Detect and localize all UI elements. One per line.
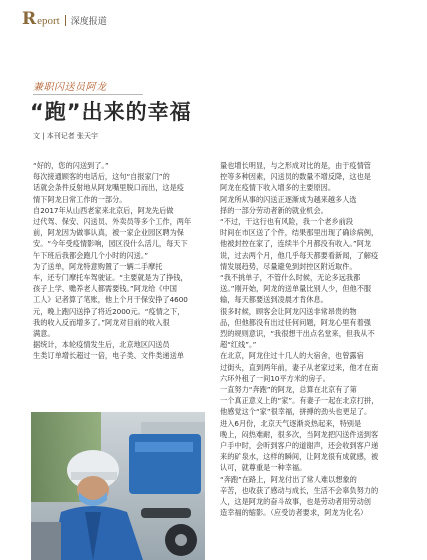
left-column <box>33 160 191 362</box>
text-line: 过街头，直到两年前，妻子从老家过来，他才在南 <box>220 362 379 372</box>
text-line: 据统计，本轮疫情发生后，北京地区闪送员 <box>33 340 170 350</box>
text-line: 一个真正意义上的“家”。有妻子一起在北京打拼， <box>220 396 379 406</box>
text-line: 辛苦，也收获了感动与成长，生活不会辜负努力的 <box>220 485 379 495</box>
article-title: “跑”出来的幸福 <box>30 100 192 124</box>
section-initial: R <box>22 9 37 29</box>
text-line: 量也增长明显，与之形成对比的是，由于疫情管 <box>220 161 371 170</box>
text-line: 控等多种因素，闪送员的数量不增反降，这也是 <box>220 172 371 182</box>
text-line: 晚上，闷热难耐，很多次，当阿龙把闪送件送到客 <box>220 429 379 439</box>
text-line: 车，还专门摩托车驾驶证。“主要就是为了挣钱， <box>33 273 188 283</box>
text-line: 超“红线”。” <box>220 340 257 350</box>
text-line: 他被封控在家了，连续半个月都没有收入。”阿龙 <box>220 239 372 249</box>
text-line: 满意。 <box>33 329 55 339</box>
text-line: 为了送单，阿龙特意购置了一辆二手摩托 <box>33 261 163 271</box>
text-line: 午下班后我都会跑几个小时的闪送。” <box>33 250 149 260</box>
section-label: 深度报道 <box>70 17 107 27</box>
text-line: 择的一部分劳动者新的就业机会。 <box>220 205 328 215</box>
text-line: 品，但他都没有出过任何问题，阿龙心里有着强 <box>220 317 371 327</box>
courier-photo-illustration <box>31 412 205 560</box>
text-line: 自2017年从山西老家来北京后，阿龙先后做 <box>33 205 174 215</box>
text-line: 安。“今年受疫情影响，园区没什么活儿，每天下 <box>33 239 188 249</box>
text-line: 人，这是阿龙的奋斗故事，也是劳动者用劳动创 <box>220 497 371 507</box>
text-line: 造幸福的缩影。（应受访者要求，阿龙为化名） <box>220 508 368 518</box>
text-line: 在北京，阿龙住过十几人的大宿舍，也曾露宿 <box>220 351 364 361</box>
text-line: “不过，干这行也有风险，我一个老乡前段 <box>220 217 354 227</box>
text-line: 情发展趋势，尽量避免到封控区附近取件。 <box>220 261 357 271</box>
text-line: 元，晚上跑闪送挣了将近2000元。“疫情之下， <box>33 306 185 316</box>
section-name: eport <box>37 14 60 27</box>
article-byline: 文 | 本刊记者 张天宇 <box>33 132 99 140</box>
text-line: 输，每天都要送到凌晨才肯休息。 <box>220 295 328 305</box>
text-line: 认可，就尊重是一种幸福。 <box>220 463 307 473</box>
article-photo <box>31 412 205 560</box>
text-line: 很多时候，顾客会让阿龙闪送非常昂贵的物 <box>220 306 357 316</box>
text-line: 来的矿泉水，这样的瞬间，让阿龙很有成就感，被 <box>220 452 379 462</box>
text-line: 我的收入反而增多了。”阿龙对目前的收入很 <box>33 317 170 327</box>
article-kicker: 兼职闪送员阿龙 <box>33 82 107 93</box>
text-line: 工人》记者算了笔账，他上个月干保安挣了4600 <box>33 295 188 305</box>
text-line: 生类订单增长超过一倍，电子类、文件类递送单 <box>33 351 184 361</box>
section-header <box>22 8 107 30</box>
text-line: 阿龙所从事的闪送正逐渐成为越来越多人选 <box>220 194 357 204</box>
text-line: 情下阿龙日常工作的一部分。 <box>33 194 127 204</box>
text-line: 烈的规则意识，“我很想干出点名堂来，但我从不 <box>220 329 375 339</box>
text-line: 说，过去两个月，他几乎每天都要看新闻，了解疫 <box>220 250 379 260</box>
text-line: 话就会条件反射地从阿龙嘴里脱口而出，这是疫 <box>33 183 184 193</box>
text-line: 户手中时，会听到客户的道谢声，还会收到客户递 <box>220 441 379 451</box>
kicker-rule <box>33 94 143 95</box>
text-line: 前，阿龙因为做事认真，被一家企业园区聘为保 <box>33 228 184 238</box>
text-line: 他感觉这个“家”很幸福，拼搏的劲头也更足了。 <box>220 407 372 417</box>
text-line: “我不挑单子，不管什么时候，无论多远我都 <box>220 273 361 283</box>
text-line: 过代驾、保安、闪送员、外卖员等多个工作，两年 <box>33 217 192 227</box>
text-line: 送。”刚开始，阿龙的送单量比别人少，但他不服 <box>220 284 372 294</box>
text-line: “奔跑”在路上，阿龙付出了常人难以想象的 <box>220 474 357 484</box>
right-column <box>220 160 378 519</box>
text-line: 每次接通顾客的电话后，这句“自报家门”的 <box>33 172 170 182</box>
header-divider <box>65 15 66 26</box>
text-line: “好的，您的闪送到了。” <box>33 161 109 170</box>
text-line: 阿龙在疫情下收入增多的主要原因。 <box>220 183 336 193</box>
text-line: 进入6月份，北京天气逐渐炎热起来，特别是 <box>220 418 362 428</box>
text-line: 孩子上学、赡养老人都需要钱。”阿龙给《中国 <box>33 284 177 294</box>
text-line: 时间在市区送了个件，结果那里出现了确诊病例， <box>220 228 379 238</box>
text-line: 一直努力“奔跑”的阿龙，总算在北京有了第 <box>220 385 357 395</box>
text-line: 六环外租了一间10平方米的房子。 <box>220 373 330 383</box>
